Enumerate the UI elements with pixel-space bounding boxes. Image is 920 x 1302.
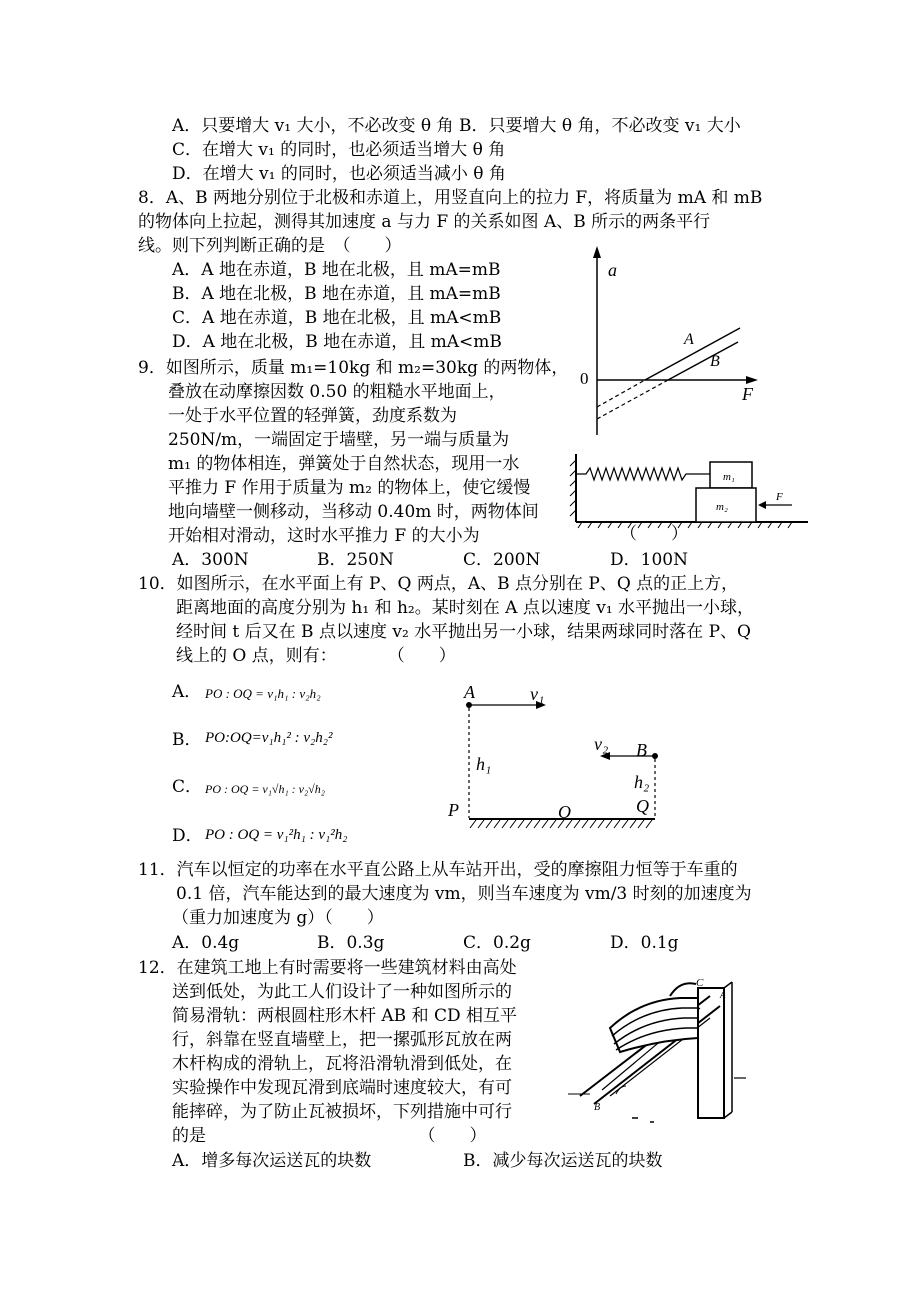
q10-stem-line1: 10．如图所示，在水平面上有 P、Q 两点，A、B 点分别在 P、Q 点的正上方， — [138, 574, 739, 594]
q9-stem-line6: 平推力 F 作用于质量为 m₂ 的物体上，使它缓慢 — [168, 478, 531, 498]
q12-slide-rail-figure — [560, 968, 770, 1128]
q11-stem-line1: 11．汽车以恒定的功率在水平直公路上从车站开出，受的摩擦阻力恒等于车重的 — [138, 860, 738, 880]
wall — [698, 988, 724, 1118]
q12-stem-line1: 12．在建筑工地上有时需要将一些建筑材料由高处 — [138, 958, 517, 978]
q9-option-a: A．300N — [172, 550, 249, 570]
label-a: A — [464, 682, 475, 702]
q9-stem-line1: 9．如图所示，质量 m₁=10kg 和 m₂=30kg 的两物体， — [138, 358, 569, 378]
q12-stem-line7: 能摔碎，为了防止瓦被损坏，下列措施中可行 — [172, 1102, 512, 1122]
f-label: F — [742, 384, 753, 404]
q8-stem-line2: 的物体向上拉起，测得其加速度 a 与力 F 的关系如图 A、B 所示的两条平行 — [138, 212, 711, 232]
q9-stem-line7: 地向墙壁一侧移动，当移动 0.40m 时，两物体间 — [168, 502, 539, 522]
q9-stem-line5: m₁ 的物体相连，弹簧处于自然状态，现用一水 — [168, 454, 520, 474]
q7-option-d: D．在增大 v₁ 的同时，也必须适当减小 θ 角 — [172, 164, 506, 184]
q10-option-b-formula: PO:OQ=v₁h₁² : v₂h₂² — [205, 730, 333, 746]
q9-spring-blocks-figure — [568, 450, 813, 530]
q10-stem-line4: 线上的 O 点，则有： （ ） — [176, 646, 456, 666]
q10-projectile-figure — [440, 678, 670, 838]
q10-option-d-label: D． — [172, 826, 203, 846]
a-label: a — [608, 260, 617, 280]
q12-stem-line6: 实验操作中发现瓦滑到底端时速度较大，有可 — [172, 1078, 512, 1098]
q9-stem-line2: 叠放在动摩擦因数 0.50 的粗糙水平地面上， — [168, 382, 506, 402]
q11-option-d: D．0.1g — [610, 933, 679, 953]
q8-stem-line3: 线。则下列判断正确的是 （ ） — [138, 236, 402, 256]
force-arrow-head — [758, 501, 766, 509]
label-b: B — [594, 1102, 601, 1113]
q10-stem-line2: 距离地面的高度分别为 h₁ 和 h₂。某时刻在 A 点以速度 v₁ 水平抛出一小球， — [176, 598, 755, 618]
q7-option-c: C．在增大 v₁ 的同时，也必须适当增大 θ 角 — [172, 140, 506, 160]
q9-option-c: C．200N — [463, 550, 541, 570]
tile-stack — [610, 998, 698, 1052]
q11-stem-line2: 0.1 倍，汽车能达到的最大速度为 vm，则当车速度为 vm/3 时刻的加速度为 — [176, 884, 752, 904]
q11-option-c: C．0.2g — [463, 933, 531, 953]
label-o: O — [558, 802, 571, 822]
label-q: Q — [636, 796, 649, 816]
q12-stem-line3: 简易滑轨：两根圆柱形木杆 AB 和 CD 相互平 — [172, 1006, 518, 1026]
line-a-label: A — [684, 331, 694, 348]
label-c: C — [696, 977, 704, 989]
label-v2: v₂ — [594, 734, 609, 754]
q12-option-a: A．增多每次运送瓦的块数 — [172, 1151, 372, 1171]
q10-option-a-label: A． — [172, 682, 202, 702]
q12-stem-line2: 送到低处，为此工人们设计了一种如图所示的 — [172, 982, 512, 1002]
spring — [576, 468, 710, 480]
q9-answer-paren: （ ） — [620, 524, 688, 544]
label-a: A — [720, 990, 726, 1000]
q12-option-b: B．减少每次运送瓦的块数 — [463, 1151, 663, 1171]
q10-option-a-formula: PO : OQ = v₁h₁ : v₂h₂ — [205, 686, 321, 701]
label-p: P — [448, 800, 459, 820]
q8-option-b: B．A 地在北极，B 地在赤道，且 mA=mB — [172, 284, 501, 304]
line-b-dashed — [597, 380, 668, 419]
origin-label: 0 — [580, 369, 589, 388]
q10-option-c-formula: PO : OQ = v₁√h₁ : v₂√h₂ — [205, 782, 325, 796]
line-b-label: B — [710, 353, 720, 370]
q10-option-d-formula: PO : OQ = v₁²h₁ : v₁²h₂ — [205, 827, 348, 843]
q11-stem-line3: （重力加速度为 g）（ ） — [172, 908, 384, 928]
q10-option-b-label: B． — [172, 730, 202, 750]
label-b: B — [636, 740, 647, 760]
m1-label: m₁ — [723, 471, 735, 483]
q10-option-c-label: C． — [172, 777, 203, 797]
q9-option-b: B．250N — [317, 550, 394, 570]
q12-stem-line8: 的是 （ ） — [172, 1126, 487, 1146]
q9-option-d: D．100N — [610, 550, 688, 570]
q8-option-a: A．A 地在赤道，B 地在北极，且 mA=mB — [172, 260, 501, 280]
q9-stem-line3: 一处于水平位置的轻弹簧，劲度系数为 — [168, 406, 457, 426]
q9-stem-line8: 开始相对滑动，这时水平推力 F 的大小为 — [168, 526, 480, 546]
q11-option-b: B．0.3g — [317, 933, 385, 953]
label-h1: h₁ — [476, 754, 492, 774]
q11-option-a: A．0.4g — [172, 933, 240, 953]
label-h2: h₂ — [634, 772, 650, 792]
q8-stem-line1: 8．A、B 两地分别位于北极和赤道上，用竖直向上的拉力 F，将质量为 mA 和 mB — [138, 188, 763, 208]
label-v1: v₁ — [530, 684, 545, 704]
a-axis-arrow — [593, 246, 601, 258]
q12-stem-line4: 行，斜靠在竖直墙壁上，把一摞弧形瓦放在两 — [172, 1030, 512, 1050]
q8-af-graph — [570, 240, 770, 440]
line-a-dashed — [597, 380, 645, 407]
q8-option-c: C．A 地在赤道，B 地在北极，且 mA<mB — [172, 308, 502, 328]
q9-stem-line4: 250N/m，一端固定于墙壁，另一端与质量为 — [168, 430, 510, 450]
q12-stem-line5: 木杆构成的滑轨上，瓦将沿滑轨滑到低处，在 — [172, 1054, 512, 1074]
q10-stem-line3: 经时间 t 后又在 B 点以速度 v₂ 水平抛出另一小球，结果两球同时落在 P、Q — [176, 622, 751, 642]
q7-option-ab: A．只要增大 v₁ 大小，不必改变 θ 角 B．只要增大 θ 角，不必改变 v₁ 大小 — [172, 116, 741, 136]
force-label: F — [776, 491, 783, 503]
f-axis-arrow — [746, 376, 758, 384]
q8-option-d: D．A 地在北极，B 地在赤道，且 mA<mB — [172, 332, 502, 352]
m2-label: m₂ — [716, 501, 728, 513]
